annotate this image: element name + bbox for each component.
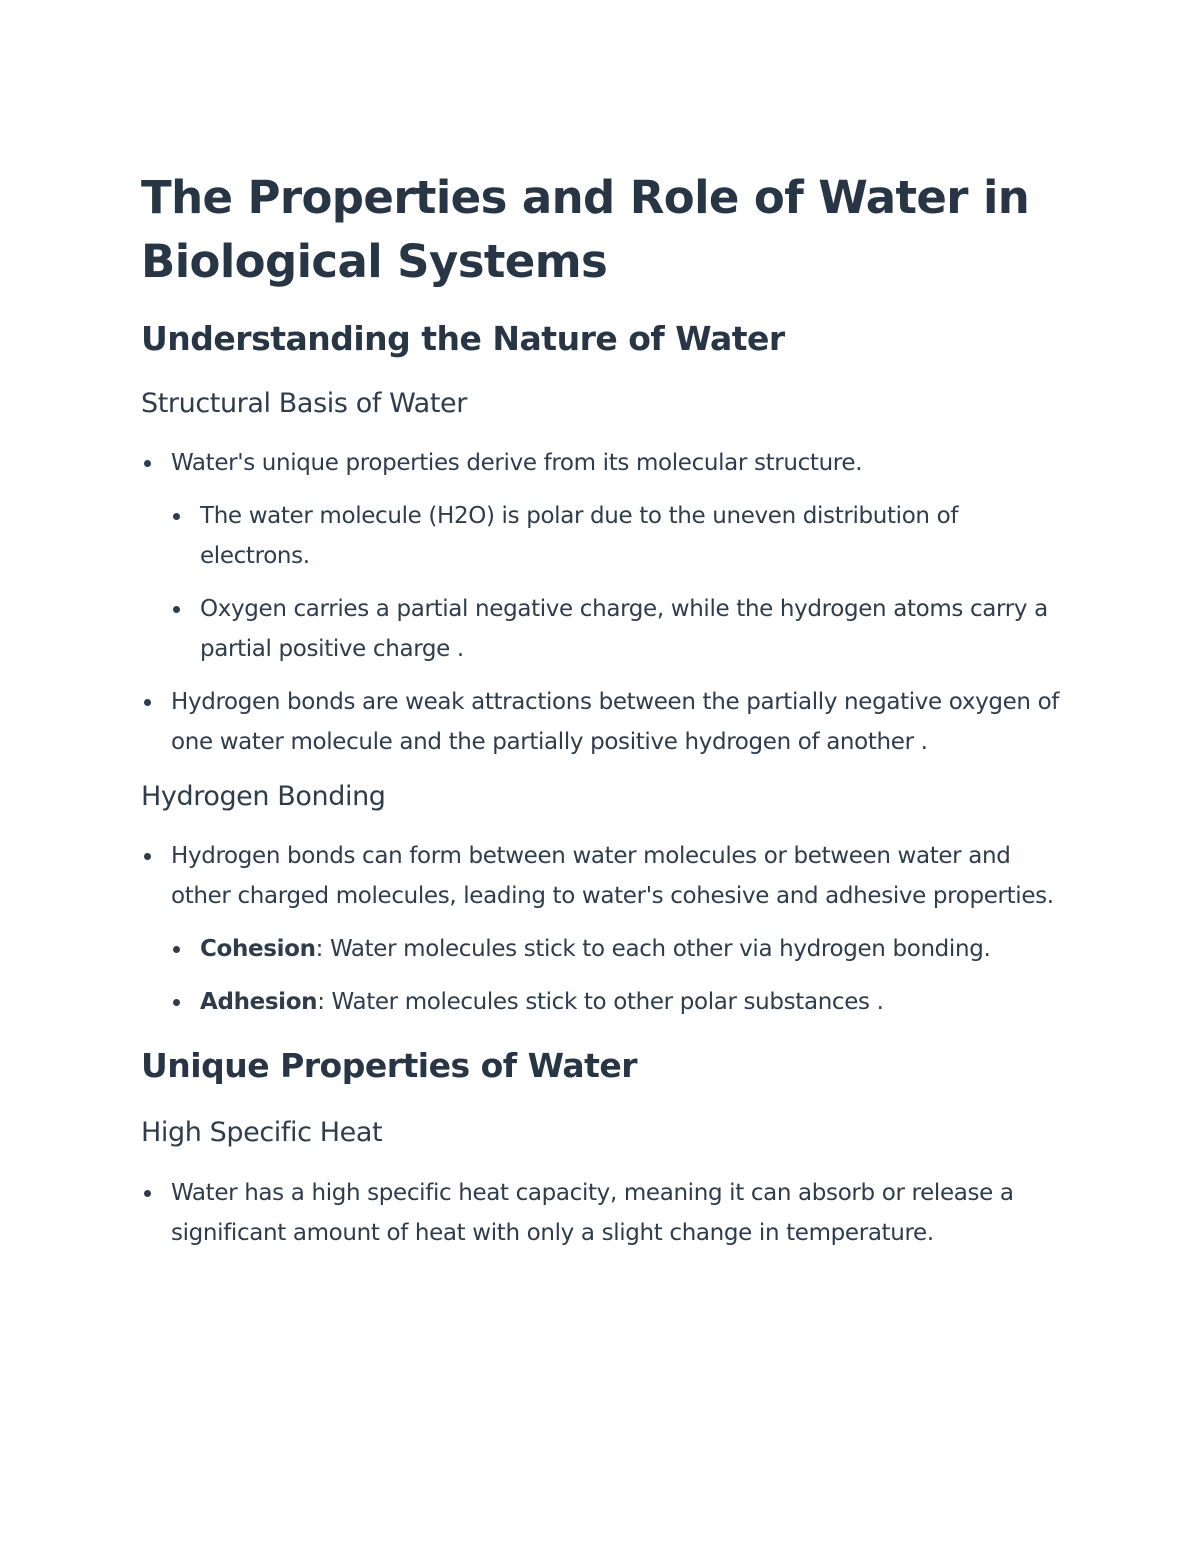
list-item: [141, 682, 1061, 762]
document-page: [141, 160, 1061, 1253]
list-item: [141, 836, 1061, 916]
list-item-text: Hydrogen bonds can form between water molecules or between water and other charged molecules, leading to water's cohesive and adhesive properties.: [171, 843, 1054, 909]
structural-basis-list: [141, 443, 1061, 762]
term-cohesion: Cohesion: [200, 936, 316, 962]
list-item-nested: [141, 496, 1061, 576]
bullet-icon: [173, 946, 180, 953]
bullet-icon: [144, 699, 151, 706]
list-item: [141, 1173, 1061, 1253]
section-heading-unique-properties: Unique Properties of Water: [141, 1046, 638, 1085]
bullet-icon: [173, 999, 180, 1006]
subsection-heading-structural-basis: Structural Basis of Water: [141, 388, 467, 419]
subsection-heading-hydrogen-bonding: Hydrogen Bonding: [141, 781, 386, 812]
section-heading-nature-of-water: Understanding the Nature of Water: [141, 319, 785, 358]
bullet-icon: [173, 606, 180, 613]
definition-cohesion: : Water molecules stick to each other via hydrogen bonding.: [315, 936, 991, 962]
bullet-icon: [144, 460, 151, 467]
list-item-text: Oxygen carries a partial negative charge, while the hydrogen atoms carry a partial positive charge .: [200, 596, 1048, 662]
term-adhesion: Adhesion: [200, 989, 318, 1015]
subsection-heading-high-specific-heat: High Specific Heat: [141, 1117, 383, 1148]
list-item-text: Hydrogen bonds are weak attractions between the partially negative oxygen of one water molecule and the partially positive hydrogen of another .: [171, 689, 1060, 755]
list-item-text: Water's unique properties derive from its molecular structure.: [171, 450, 863, 476]
bullet-icon: [144, 1190, 151, 1197]
list-item-nested-cohesion: [141, 929, 1061, 969]
list-item: [141, 443, 1061, 483]
hydrogen-bonding-list: [141, 836, 1061, 1022]
list-item-text: The water molecule (H2O) is polar due to the uneven distribution of electrons.: [200, 503, 959, 569]
list-item-text: Water has a high specific heat capacity, meaning it can absorb or release a significant amount of heat with only a slight change in temperature.: [171, 1180, 1014, 1246]
definition-adhesion: : Water molecules stick to other polar substances .: [317, 989, 884, 1015]
document-title: The Properties and Role of Water in Biological Systems: [141, 171, 1030, 288]
high-specific-heat-list: [141, 1173, 1061, 1253]
list-item-nested-adhesion: [141, 982, 1061, 1022]
bullet-icon: [144, 853, 151, 860]
list-item-nested: [141, 589, 1061, 669]
bullet-icon: [173, 513, 180, 520]
